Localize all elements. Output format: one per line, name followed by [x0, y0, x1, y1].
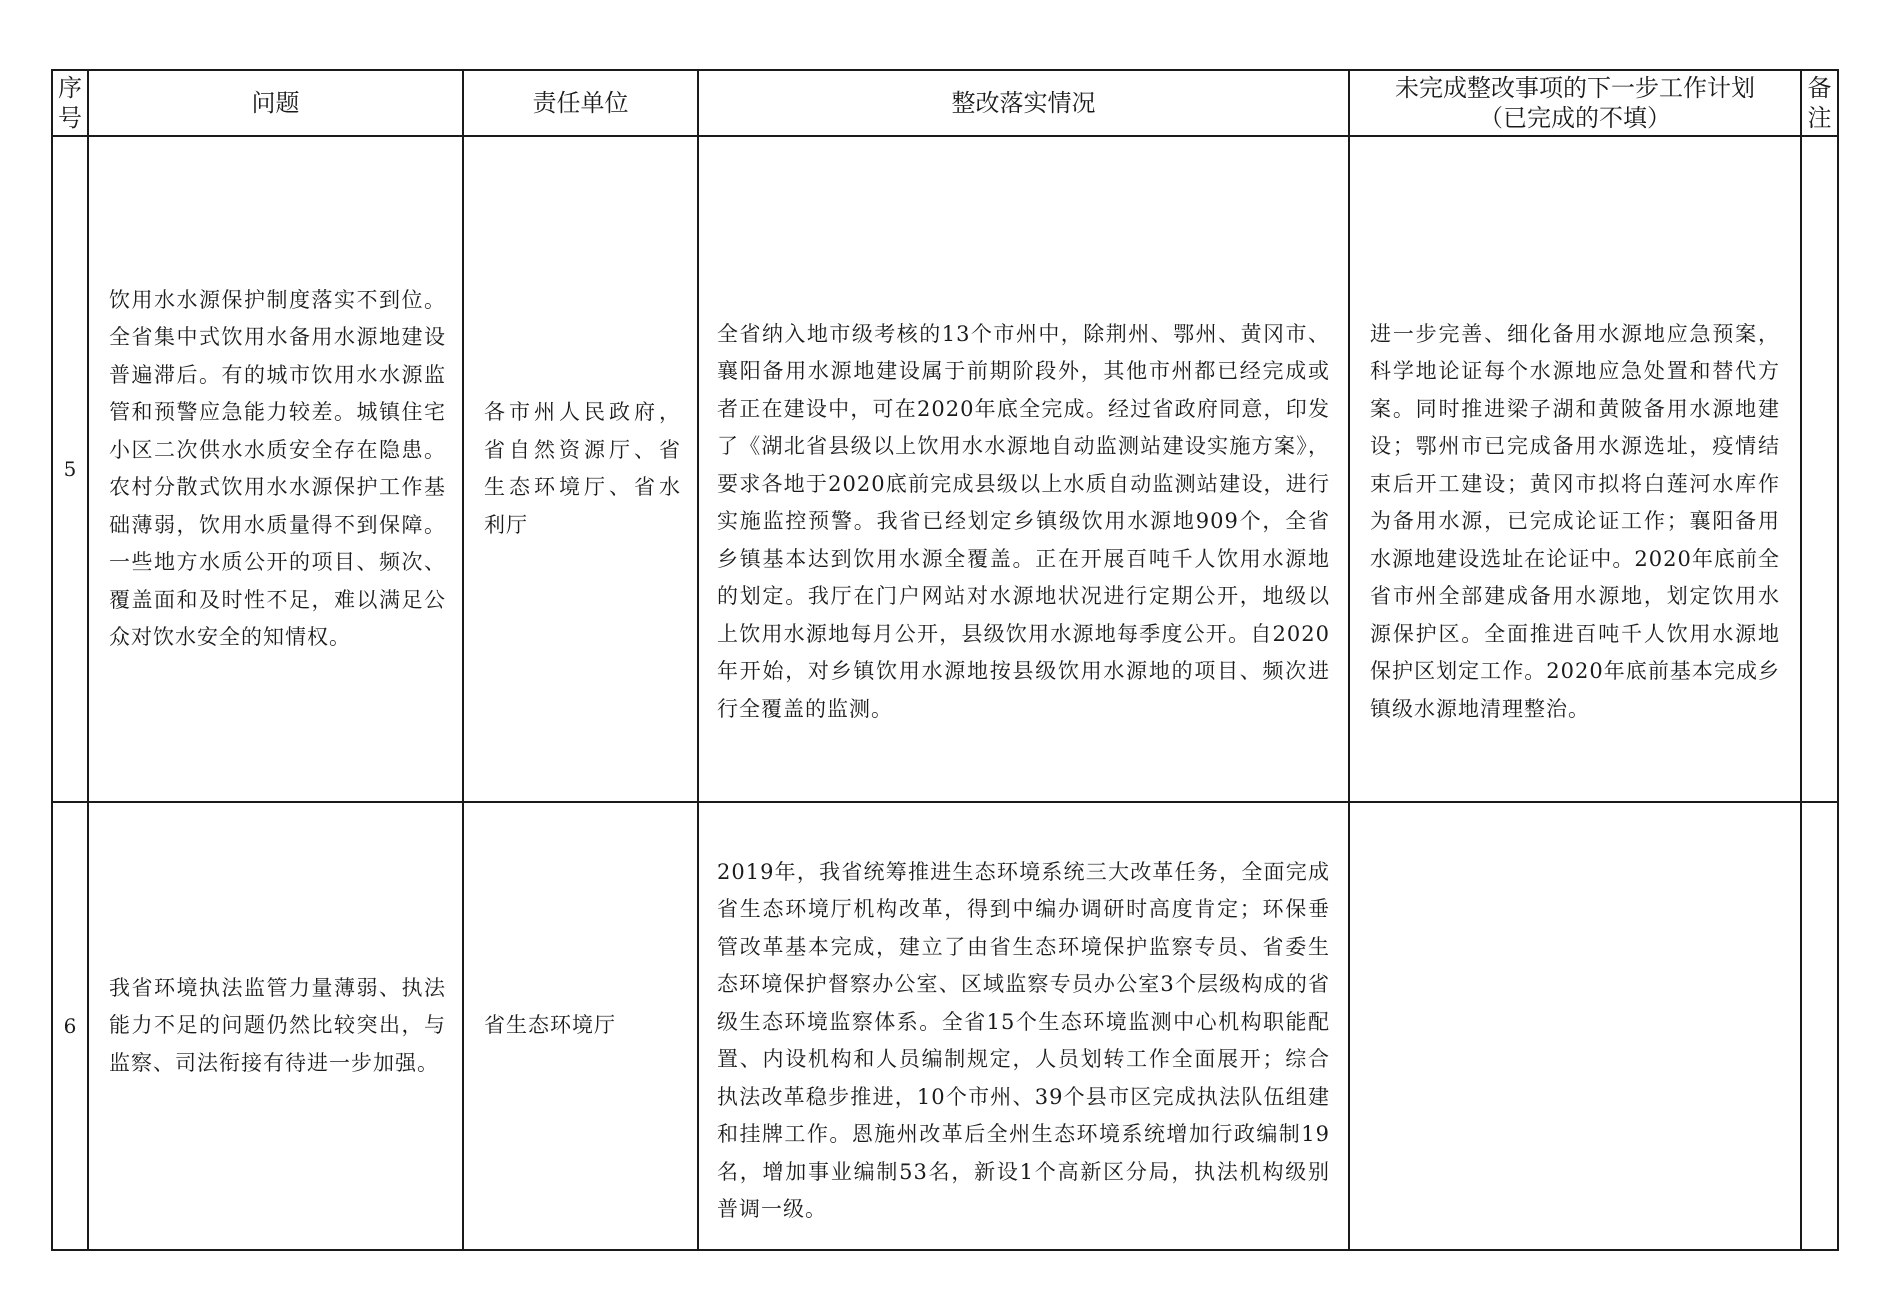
- table-row: [52, 136, 1838, 802]
- row-issue: [88, 136, 463, 802]
- header-plan: [1349, 70, 1801, 136]
- row-rectification: [698, 136, 1349, 802]
- table-row: [52, 802, 1838, 1250]
- row-rectification: [698, 802, 1349, 1250]
- row-plan: [1349, 802, 1801, 1250]
- header-issue: 问题: [88, 70, 463, 136]
- row-issue: [88, 802, 463, 1250]
- row-unit: [463, 802, 698, 1250]
- unit-text: 省生态环境厅: [484, 1013, 616, 1038]
- row-plan: [1349, 136, 1801, 802]
- rectification-text: 全省纳入地市级考核的13个市州中，除荆州、鄂州、黄冈市、襄阳备用水源地建设属于前期阶段外，其他市州都已经完成或者正在建设中，可在2020年底全完成。经过省政府同意，印发了《湖北省县级以上饮用水水源地自动监测站建设实施方案》，要求各地于2020底前完成县级以上水质自动监测站建设，进行实施监控预警。我省已经划定乡镇级饮用水源地909个，全省乡镇基本达到饮用水源全覆盖。正在开展百吨千人饮用水源地的划定。我厅在门户网站对水源地状况进行定期公开，地级以上饮用水源地每月公开，县级饮用水源地每季度公开。自2020年开始，对乡镇饮用水源地按县级饮用水源地的项目、频次进行全覆盖的监测。: [717, 321, 1330, 721]
- issue-text: 饮用水水源保护制度落实不到位。全省集中式饮用水备用水源地建设普遍滞后。有的城市饮用水水源监管和预警应急能力较差。城镇住宅小区二次供水水质安全存在隐患。农村分散式饮用水水源保护工作基础薄弱，饮用水质量得不到保障。一些地方水质公开的项目、频次、覆盖面和及时性不足，难以满足公众对饮水安全的知情权。: [109, 287, 446, 649]
- table-header-row: [52, 70, 1838, 136]
- header-seq: 序号: [52, 70, 88, 136]
- row-remark: [1801, 136, 1838, 802]
- issue-text: 我省环境执法监管力量薄弱、执法能力不足的问题仍然比较突出，与监察、司法衔接有待进一步加强。: [109, 975, 446, 1075]
- rectification-text: 2019年，我省统筹推进生态环境系统三大改革任务，全面完成省生态环境厅机构改革，得到中编办调研时高度肯定；环保垂管改革基本完成，建立了由省生态环境保护监察专员、省委生态环境保护督察办公室、区域监察专员办公室3个层级构成的省级生态环境监察体系。全省15个生态环境监测中心机构职能配置、内设机构和人员编制规定，人员划转工作全面展开；综合执法改革稳步推进，10个市州、39个县市区完成执法队伍组建和挂牌工作。恩施州改革后全州生态环境系统增加行政编制19名，增加事业编制53名，新设1个高新区分局，执法机构级别普调一级。: [717, 859, 1330, 1221]
- header-rectification: 整改落实情况: [698, 70, 1349, 136]
- row-seq: 6: [52, 802, 88, 1250]
- header-unit: 责任单位: [463, 70, 698, 136]
- header-plan-line1: 未完成整改事项的下一步工作计划: [1395, 74, 1755, 102]
- header-plan-line2: （已完成的不填）: [1479, 104, 1671, 132]
- row-seq: 5: [52, 136, 88, 802]
- unit-text: 各市州人民政府，省自然资源厅、省生态环境厅、省水利厅: [484, 400, 681, 537]
- rectification-table: [51, 69, 1839, 1251]
- plan-text: 进一步完善、细化备用水源地应急预案，科学地论证每个水源地应急处置和替代方案。同时推进梁子湖和黄陂备用水源地建设；鄂州市已完成备用水源选址，疫情结束后开工建设；黄冈市拟将白莲河水库作为备用水源，已完成论证工作；襄阳备用水源地建设选址在论证中。2020年底前全省市州全部建成备用水源地，划定饮用水源保护区。全面推进百吨千人饮用水源地保护区划定工作。2020年底前基本完成乡镇级水源地清理整治。: [1370, 321, 1780, 721]
- row-unit: [463, 136, 698, 802]
- row-remark: [1801, 802, 1838, 1250]
- header-remark: 备注: [1801, 70, 1838, 136]
